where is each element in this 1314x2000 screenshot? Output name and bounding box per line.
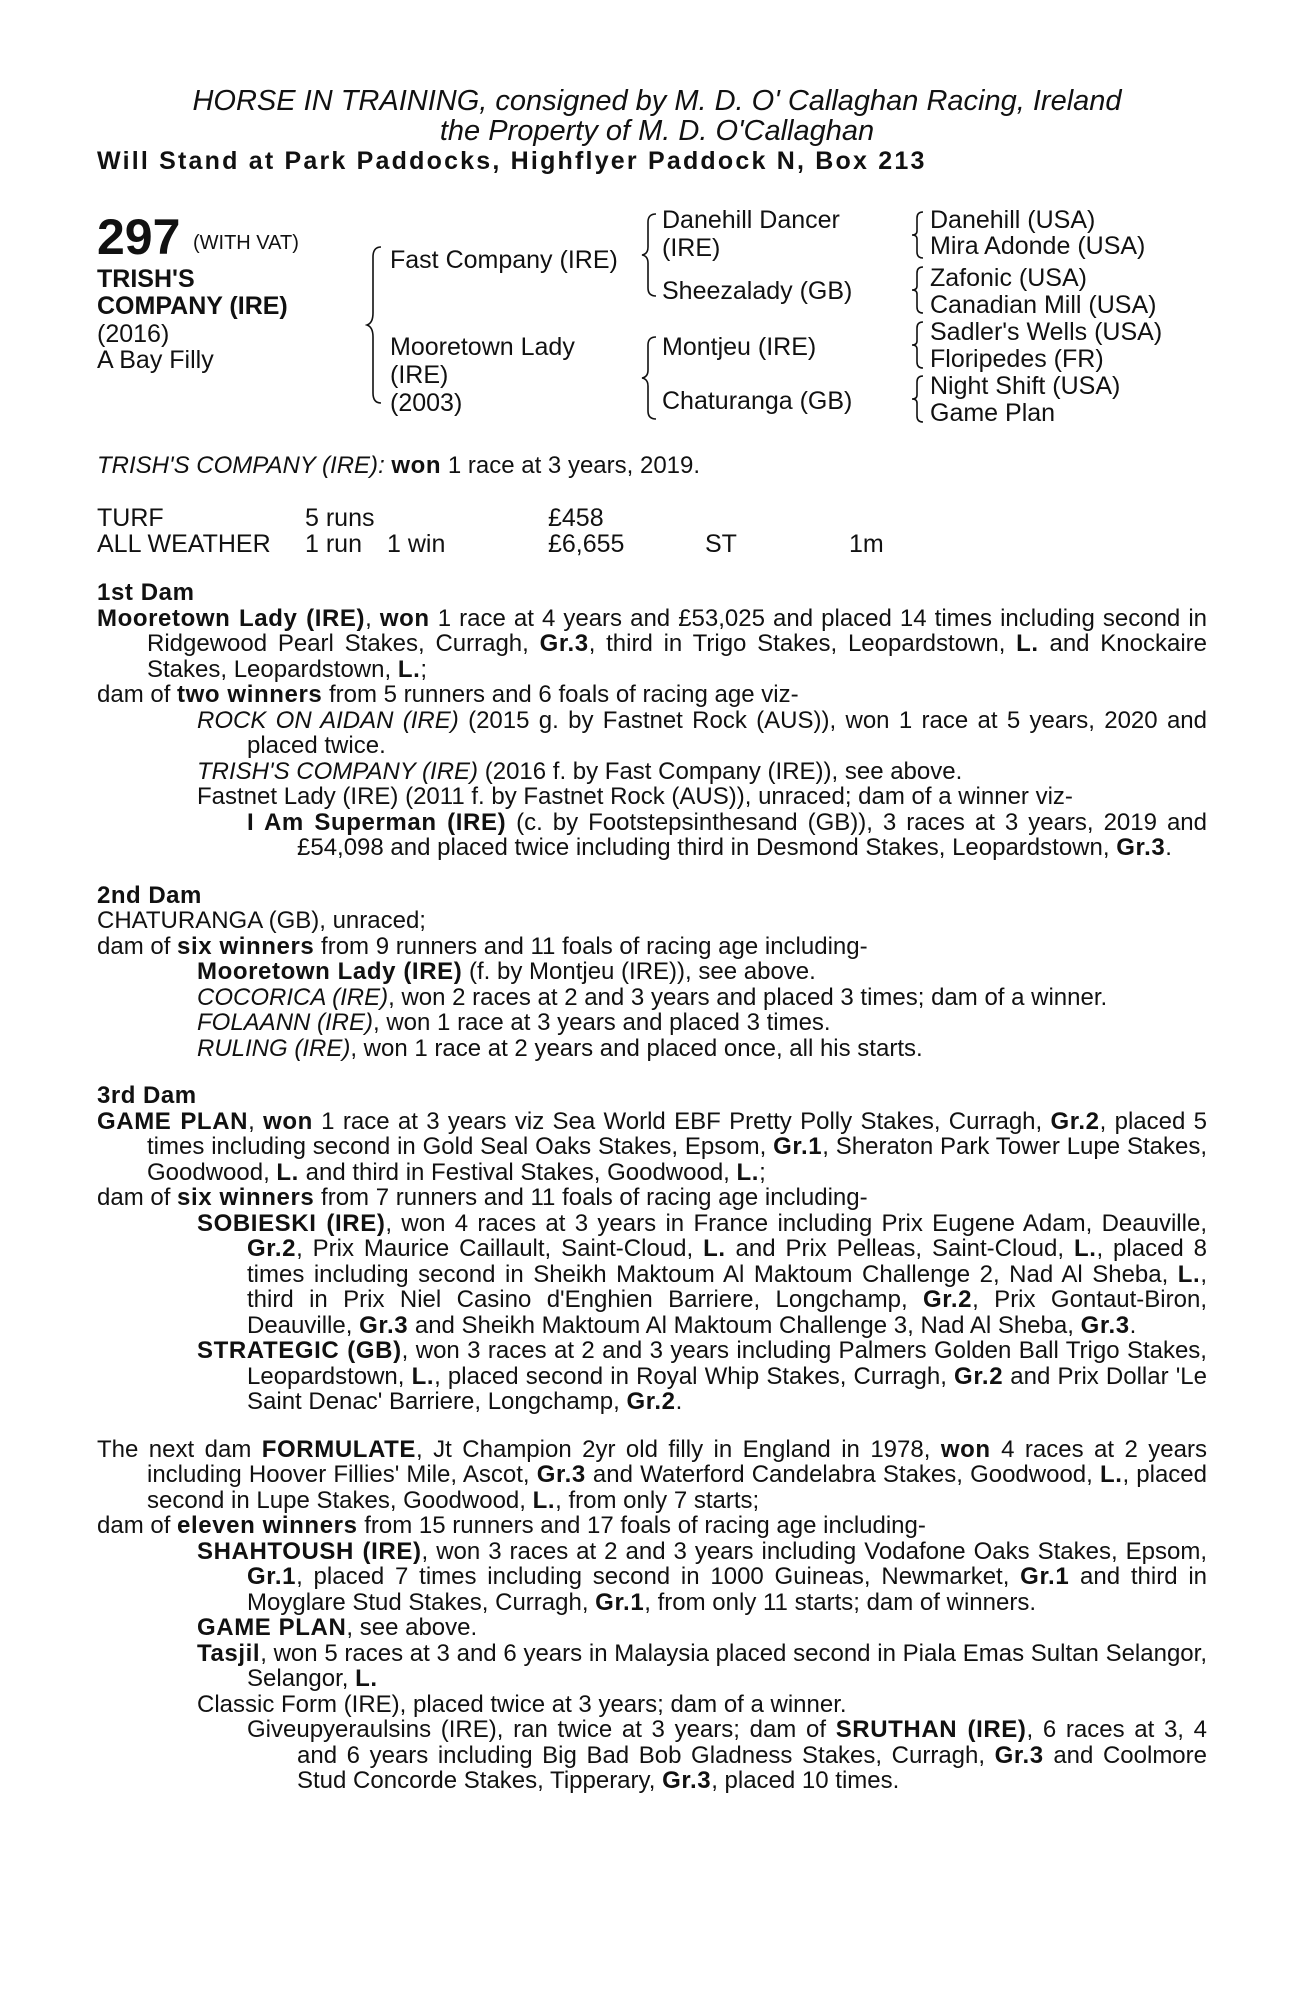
horse-name-line-2: COMPANY (IRE) [97,292,288,320]
pedigree-dam-line-1: Mooretown Lady [390,333,575,361]
dam2-foal-1: Mooretown Lady (IRE) (f. by Montjeu (IRE)), see above. [197,958,816,985]
aw-distance: 1m [849,530,884,558]
nextdam-foal-3: Tasjil, won 5 races at 3 and 6 years in Malaysia placed second in Piala Emas Sultan Selangor, Selangor, L. [197,1639,1207,1692]
pedigree-dam [390,333,575,417]
pedigree-sire-sire [662,206,840,262]
nextdam-record: The next dam FORMULATE, Jt Champion 2yr old filly in England in 1978, won 4 races at 2 years including Hoover Fillies' Mile, Ascot, Gr.3 and Waterford Candelabra Stakes, Goodwood, L., placed second in Lupe Stakes, Goodwood, L., from only 7 starts; [97,1435,1207,1514]
pedigree-ddd: Game Plan [930,399,1056,427]
header-line-1: HORSE IN TRAINING, consigned by M. D. O' Callaghan Racing, Ireland [192,85,1122,117]
dam1-foal-3: Fastnet Lady (IRE) (2011 f. by Fastnet Rock (AUS)), unraced; dam of a winner viz- [197,783,1073,810]
summary-won: won [391,452,442,479]
pedigree-dam-line-2: (IRE) [390,361,449,389]
pedigree-sire: Fast Company (IRE) [390,246,618,274]
horse-name [97,266,288,320]
dam1-record: Mooretown Lady (IRE), won 1 race at 4 years and £53,025 and placed 14 times including second in Ridgewood Pearl Stakes, Curragh, Gr.3, third in Trigo Stakes, Leopardstown, L. and Knockaire Stakes, Leopardstown, L.; [97,604,1208,683]
dam1-heading: 1st Dam [97,579,195,606]
dam3-record: GAME PLAN, won 1 race at 3 years viz Sea World EBF Pretty Polly Stakes, Curragh, Gr.2, placed 5 times including second in Gold Seal Oaks Stakes, Epsom, Gr.1, Sheraton Park Tower Lupe Stakes, Goodwood, L. and third in Festival Stakes, Goodwood, L.; [97,1107,1208,1186]
foaling-year: (2016) [97,320,170,348]
dam1-grandfoal: I Am Superman (IRE) (c. by Footstepsinthesand (GB)), 3 races at 3 years, 2019 and £54,098 and placed twice including third in Desmond Stakes, Leopardstown, Gr.3. [247,808,1207,861]
pedigree-dss: Sadler's Wells (USA) [930,318,1163,346]
race-summary: TRISH'S COMPANY (IRE): won 1 race at 3 years, 2019. [97,452,701,479]
dam1-foal-1: ROCK ON AIDAN (IRE) (2015 g. by Fastnet Rock (AUS)), won 1 race at 5 years, 2020 and placed twice. [197,706,1207,759]
dam3-heading: 3rd Dam [97,1082,197,1109]
pedigree-brace-dam [640,335,660,421]
catalogue-body [97,580,1207,1794]
nextdam-foal-1: SHAHTOUSH (IRE), won 3 races at 2 and 3 years including Vodafone Oaks Stakes, Epsom, Gr.1, placed 7 times including second in 1000 Guineas, Newmarket, Gr.1 and third in Moyglare Stud Stakes, Curragh, Gr.1, from only 11 starts; dam of winners. [197,1537,1207,1616]
header-line-2: the Property of M. D. O'Callaghan [439,115,875,147]
turf-runs: 5 runs [305,504,375,532]
pedigree-ssd: Mira Adonde (USA) [930,232,1146,260]
pedigree-sds: Zafonic (USA) [930,264,1087,292]
pedigree-ss-line-2: (IRE) [662,234,721,262]
summary-rest: 1 race at 3 years, 2019. [441,452,701,479]
horse-name-line-1: TRISH'S [97,265,195,293]
dam2-foal-4: RULING (IRE), won 1 race at 2 years and placed once, all his starts. [197,1034,923,1062]
summary-name: TRISH'S COMPANY (IRE) [97,452,379,479]
aw-track: ST [705,530,737,558]
lot-number: 297 [97,209,181,265]
pedigree-dam-dam: Chaturanga (GB) [662,387,853,415]
stand-location: Will Stand at Park Paddocks, Highflyer Paddock N, Box 213 [97,147,927,175]
pedigree-sire-dam: Sheezalady (GB) [662,277,853,305]
pedigree-brace-ds [910,320,926,370]
dam2-produce: dam of six winners from 9 runners and 11 foals of racing age including- [97,932,868,960]
aw-prize: £6,655 [548,530,625,558]
dam2-foal-2: COCORICA (IRE), won 2 races at 2 and 3 years and placed 3 times; dam of a winner. [197,983,1108,1011]
nextdam-foal-4: Classic Form (IRE), placed twice at 3 years; dam of a winner. [197,1690,847,1718]
pedigree-brace-ss [910,210,926,260]
aw-wins: 1 win [387,530,446,558]
dam2-heading: 2nd Dam [97,881,202,909]
dam3-foal-2: STRATEGIC (GB), won 3 races at 2 and 3 years including Palmers Golden Ball Trigo Stakes, Leopardstown, L., placed second in Royal Whip Stakes, Curragh, Gr.2 and Prix Dollar 'Le Saint Denac' Barriere, Longchamp, Gr.2. [197,1337,1208,1415]
nextdam-foal-2: GAME PLAN, see above. [197,1614,478,1641]
pedigree-brace-sire [640,212,660,298]
dam3-foal-1: SOBIESKI (IRE), won 4 races at 3 years in France including Prix Eugene Adam, Deauville, Gr.2, Prix Maurice Caillault, Saint-Cloud, L. and Prix Pelleas, Saint-Cloud, L., placed 8 times including second in Sheikh Maktoum Al Maktoum Challenge 2, Nad Al Sheba, L., third in Prix Niel Casino d'Enghien Barriere, Longchamp, Gr.2, Prix Gontaut-Biron, Deauville, Gr.3 and Sheikh Maktoum Al Maktoum Challenge 3, Nad Al Sheba, Gr.3. [197,1209,1208,1339]
pedigree-sdd: Canadian Mill (USA) [930,291,1157,319]
dam2-record: CHATURANGA (GB), unraced; [97,907,426,934]
aw-runs: 1 run [305,530,362,558]
pedigree-sss: Danehill (USA) [930,206,1096,234]
pedigree-brace-dd [910,374,926,424]
pedigree-brace-sd [910,265,926,315]
dam3-produce: dam of six winners from 7 runners and 11 foals of racing age including- [97,1184,868,1211]
turf-prize: £458 [548,504,604,532]
pedigree-dam-sire: Montjeu (IRE) [662,333,817,361]
dam1-foal-2: TRISH'S COMPANY (IRE) (2016 f. by Fast Company (IRE)), see above. [197,757,963,785]
dam2-foal-3: FOLAANN (IRE), won 1 race at 3 years and placed 3 times. [197,1009,831,1036]
vat-note: (WITH VAT) [193,232,299,254]
nextdam-grandfoal: Giveupyeraulsins (IRE), ran twice at 3 years; dam of SRUTHAN (IRE), 6 races at 3, 4 and 6 years including Big Bad Bob Gladness Stakes, Curragh, Gr.3 and Coolmore Stud Concorde Stakes, Tipperary, Gr.3, placed 10 times. [247,1716,1207,1794]
turf-label: TURF [97,504,164,532]
pedigree-ss-line-1: Danehill Dancer [662,206,840,234]
horse-description: A Bay Filly [97,346,214,374]
aw-label: ALL WEATHER [97,530,271,558]
pedigree-dam-line-3: (2003) [390,389,463,417]
pedigree-dsd: Floripedes (FR) [930,345,1104,373]
pedigree-dds: Night Shift (USA) [930,372,1121,400]
pedigree-brace-main [365,245,385,405]
nextdam-produce: dam of eleven winners from 15 runners and 17 foals of racing age including- [97,1512,926,1539]
dam1-produce: dam of two winners from 5 runners and 6 foals of racing age viz- [97,681,799,708]
